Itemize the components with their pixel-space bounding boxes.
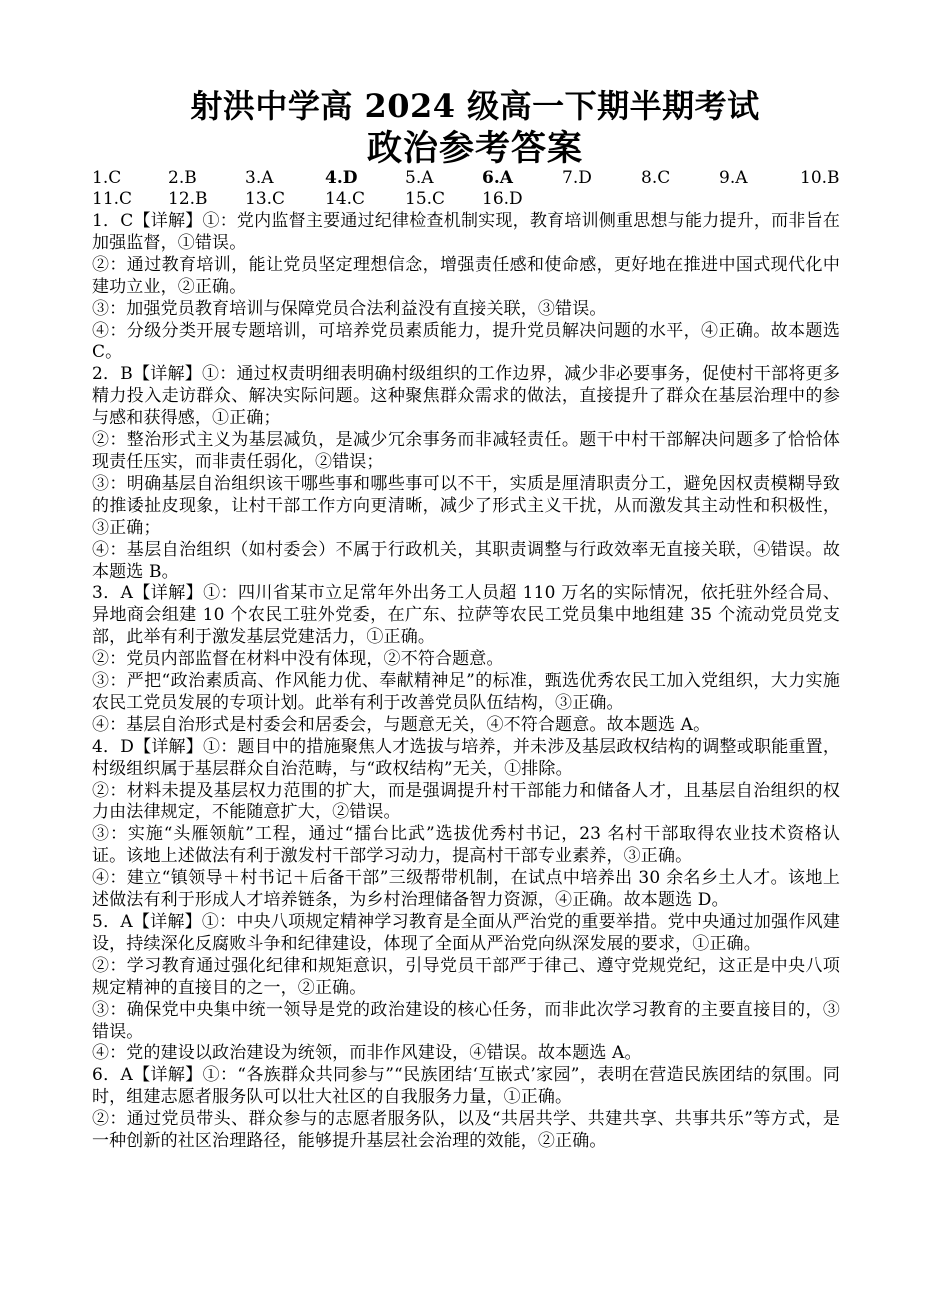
explanation-paragraph: ③：实施“头雁领航”工程，通过“擂台比武”选拔优秀村书记，23 名村干部取得农业技术资格认证。该地上述做法有利于激发村干部学习动力，提高村干部专业素养，③正确。 [92,824,840,867]
answer-item: 7.D [562,168,592,188]
explanation-paragraph: ②：通过党员带头、群众参与的志愿者服务队，以及“共居共学、共建共享、共事共乐”等方式，是一种创新的社区治理路径，能够提升基层社会治理的效能，②正确。 [92,1109,840,1152]
answer-grid [92,168,912,210]
explanation-paragraph: 6．A【详解】①：“各族群众共同参与”“民族团结‘互嵌式’家园”，表明在营造民族团结的氛围。同时，组建志愿者服务队可以壮大社区的自我服务力量，①正确。 [92,1065,840,1108]
explanation-paragraph: ④：建立“镇领导＋村书记＋后备干部”三级帮带机制，在试点中培养出 30 余名乡土人才。该地上述做法有利于形成人才培养链条，为乡村治理储备智力资源，④正确。故本题选 D。 [92,868,840,911]
explanation-paragraph: ③：严把“政治素质高、作风能力优、奉献精神足”的标准，甄选优秀农民工加入党组织，大力实施农民工党员发展的专项计划。此举有利于改善党员队伍结构，③正确。 [92,671,840,713]
explanation-paragraph: 3．A【详解】①：四川省某市立足常年外出务工人员超 110 万名的实际情况，依托驻外经合局、异地商会组建 10 个农民工驻外党委，在广东、拉萨等农民工党员集中地组建 35 个流动党员党支部，此举有利于激发基层党建活力，①正确。 [92,583,840,648]
answer-item: 2.B [168,168,197,188]
explanation-paragraph: ②：整治形式主义为基层减负，是减少冗余事务而非减轻责任。题干中村干部解决问题多了恰恰体现责任压实，而非责任弱化，②错误； [92,430,840,472]
answer-item: 13.C [245,189,286,209]
explanation-paragraph: ④：分级分类开展专题培训，可培养党员素质能力，提升党员解决问题的水平，④正确。故本题选 C。 [92,320,840,363]
answer-item: 14.C [325,189,366,209]
answer-row-1 [92,168,912,189]
answer-item: 4.D [325,168,358,188]
answer-item: 8.C [641,168,671,188]
answer-item: 10.B [800,168,840,188]
answer-item: 12.B [168,189,208,209]
explanation-paragraph: ④：党的建设以政治建设为统领，而非作风建设，④错误。故本题选 A。 [92,1043,642,1064]
explanation-paragraph: ③：确保党中央集中统一领导是党的政治建设的核心任务，而非此次学习教育的主要直接目的，③错误。 [92,999,840,1042]
explanation-paragraph: 2．B【详解】①：通过权责明细表明确村级组织的工作边界，减少非必要事务，促使村干部将更多精力投入走访群众、解决实际问题。这种聚焦群众需求的做法，直接提升了群众在基层治理中的参与感和获得感，①正确； [92,364,840,429]
explanation-paragraph: 5．A【详解】①：中央八项规定精神学习教育是全面从严治党的重要举措。党中央通过加强作风建设，持续深化反腐败斗争和纪律建设，体现了全面从严治党向纵深发展的要求，①正确。 [92,912,840,954]
explanation-paragraph: ③：明确基层自治组织该干哪些事和哪些事可以不干，实质是厘清职责分工，避免因权责模糊导致的推诿扯皮现象，让村干部工作方向更清晰，减少了形式主义干扰，从而激发其主动性和积极性，③正确； [92,473,840,538]
answer-item: 6.A [482,168,513,188]
explanation-paragraph: ②：通过教育培训，能让党员坚定理想信念，增强责任感和使命感，更好地在推进中国式现代化中建功立业，②正确。 [92,254,840,297]
answer-item: 15.C [405,189,446,209]
answer-item: 16.D [482,189,523,209]
explanation-paragraph: ④：基层自治形式是村委会和居委会，与题意无关，④不符合题意。故本题选 A。 [92,714,711,735]
explanation-paragraph: ③：加强党员教育培训与保障党员合法利益没有直接关联，③错误。 [92,298,607,319]
explanation-paragraph: ②：党员内部监督在材料中没有体现，②不符合题意。 [92,649,504,670]
answer-row-2 [92,189,912,210]
explanations [92,211,840,1153]
explanation-paragraph: ④：基层自治组织（如村委会）不属于行政机关，其职责调整与行政效率无直接关联，④错误。故本题选 B。 [92,539,840,582]
explanation-paragraph: ②：学习教育通过强化纪律和规矩意识，引导党员干部严于律己、遵守党规党纪，这正是中央八项规定精神的直接目的之一，②正确。 [92,955,840,998]
answer-item: 5.A [405,168,434,188]
explanation-paragraph: 1．C【详解】①：党内监督主要通过纪律检查机制实现，教育培训侧重思想与能力提升，而非旨在加强监督，①错误。 [92,211,840,253]
answer-item: 3.A [245,168,274,188]
answer-item: 11.C [92,189,133,209]
explanation-paragraph: 4．D【详解】①：题目中的措施聚焦人才选拔与培养，并未涉及基层政权结构的调整或职能重置，村级组织属于基层群众自治范畴，与“政权结构”无关，①排除。 [92,736,840,779]
explanation-paragraph: ②：材料未提及基层权力范围的扩大，而是强调提升村干部能力和储备人才，且基层自治组织的权力由法律规定，不能随意扩大，②错误。 [92,780,840,823]
exam-title: 射洪中学高 2024 级高一下期半期考试 [190,87,760,125]
answer-item: 1.C [92,168,122,188]
answer-item: 9.A [719,168,748,188]
answer-key-subtitle: 政治参考答案 [366,128,583,169]
